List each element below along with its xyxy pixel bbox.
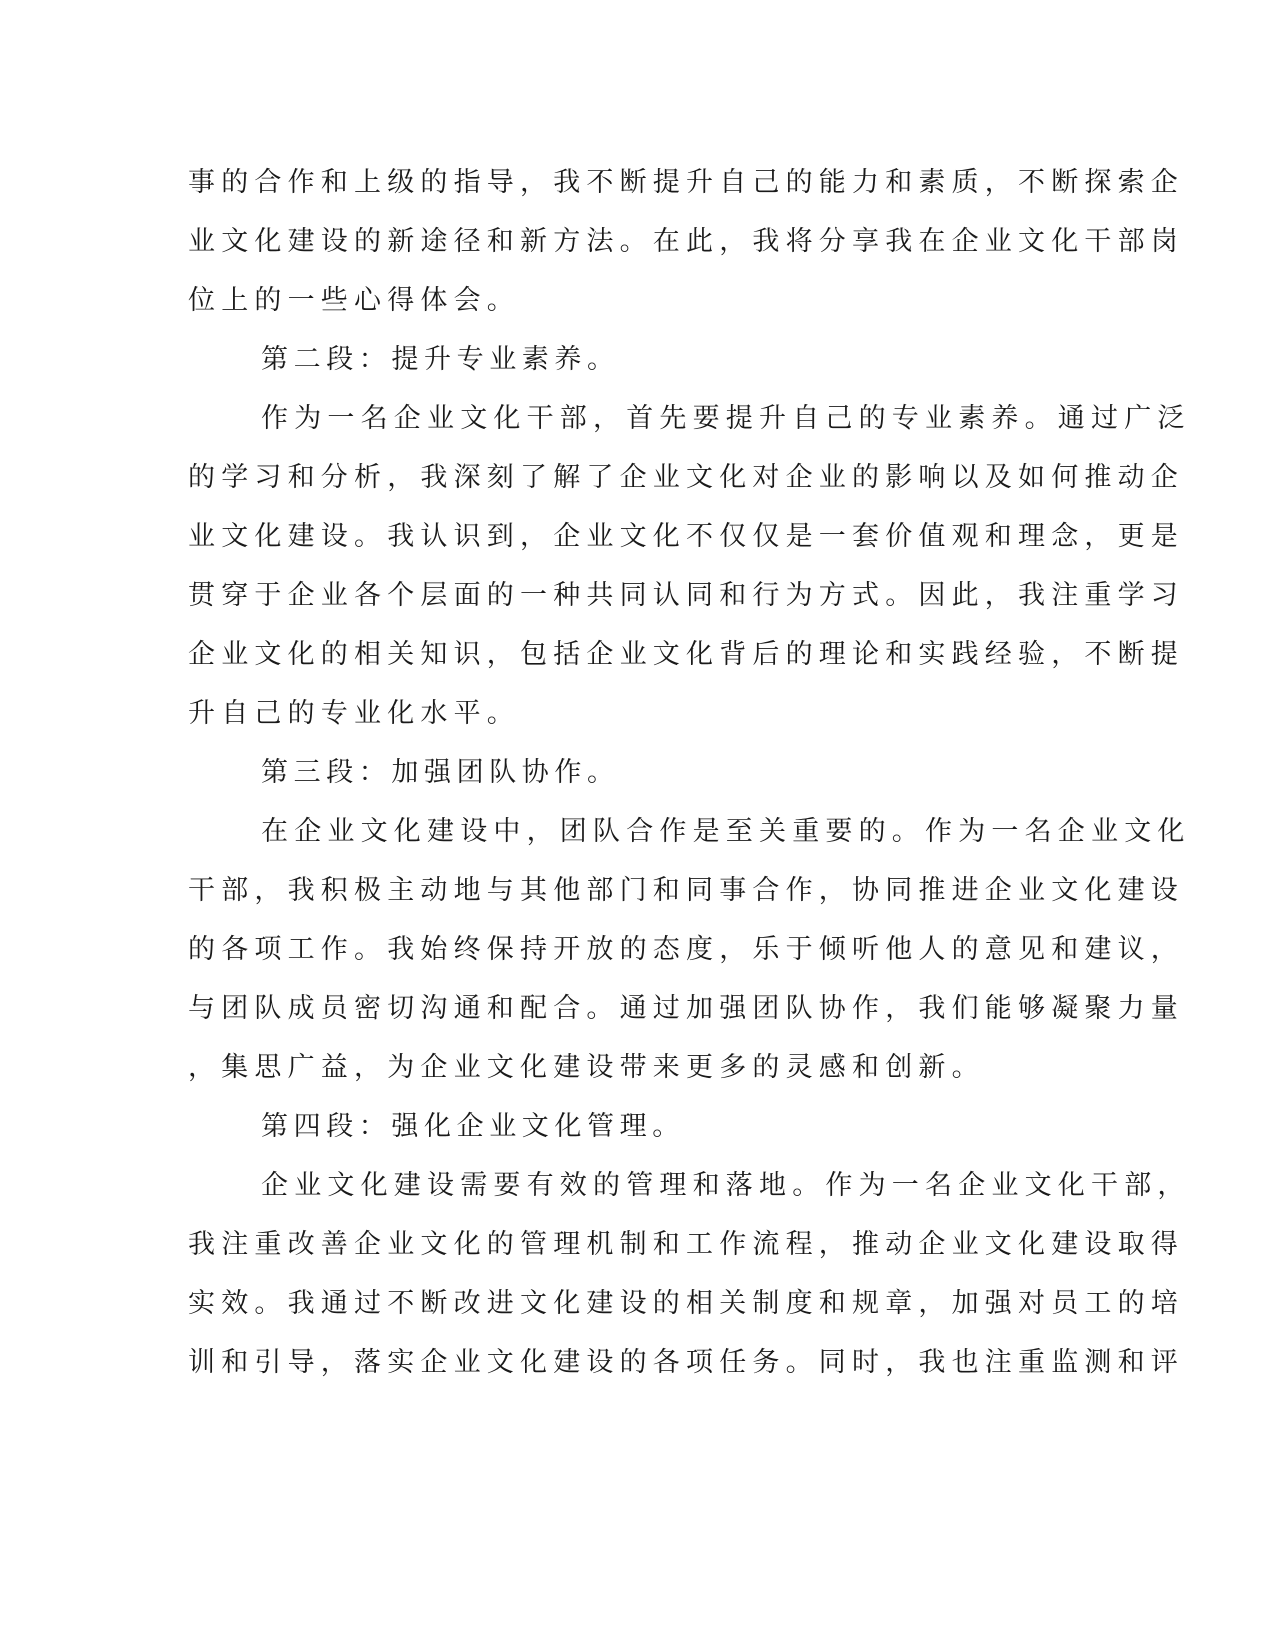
- body-text-line: 位上的一些心得体会。: [188, 285, 520, 316]
- body-text-line: 业文化建设的新途径和新方法。在此，我将分享我在企业文化干部岗: [188, 226, 1184, 257]
- body-text-line: 实效。我通过不断改进文化建设的相关制度和规章，加强对员工的培: [188, 1288, 1184, 1319]
- body-text-line: 的各项工作。我始终保持开放的态度，乐于倾听他人的意见和建议，: [188, 934, 1184, 965]
- body-text-line: 贯穿于企业各个层面的一种共同认同和行为方式。因此，我注重学习: [188, 580, 1184, 611]
- body-text-line: 与团队成员密切沟通和配合。通过加强团队协作，我们能够凝聚力量: [188, 993, 1184, 1024]
- body-text-line: 作为一名企业文化干部，首先要提升自己的专业素养。通过广泛: [261, 403, 1191, 434]
- body-text-line: 事的合作和上级的指导，我不断提升自己的能力和素质，不断探索企: [188, 167, 1184, 198]
- body-text-line: ，集思广益，为企业文化建设带来更多的灵感和创新。: [188, 1052, 985, 1083]
- body-text-line: 我注重改善企业文化的管理机制和工作流程，推动企业文化建设取得: [188, 1229, 1184, 1260]
- body-text-line: 的学习和分析，我深刻了解了企业文化对企业的影响以及如何推动企: [188, 462, 1184, 493]
- section-heading: 第三段：加强团队协作。: [261, 757, 620, 788]
- body-text-line: 训和引导，落实企业文化建设的各项任务。同时，我也注重监测和评: [188, 1347, 1184, 1378]
- section-heading: 第四段：强化企业文化管理。: [261, 1111, 685, 1142]
- body-text-line: 干部，我积极主动地与其他部门和同事合作，协同推进企业文化建设: [188, 875, 1184, 906]
- body-text-line: 企业文化的相关知识，包括企业文化背后的理论和实践经验，不断提: [188, 639, 1184, 670]
- section-heading: 第二段：提升专业素养。: [261, 344, 620, 375]
- body-text-line: 业文化建设。我认识到，企业文化不仅仅是一套价值观和理念，更是: [188, 521, 1184, 552]
- body-text-line: 在企业文化建设中，团队合作是至关重要的。作为一名企业文化: [261, 816, 1191, 847]
- body-text-line: 升自己的专业化水平。: [188, 698, 520, 729]
- body-text-line: 企业文化建设需要有效的管理和落地。作为一名企业文化干部，: [261, 1170, 1191, 1201]
